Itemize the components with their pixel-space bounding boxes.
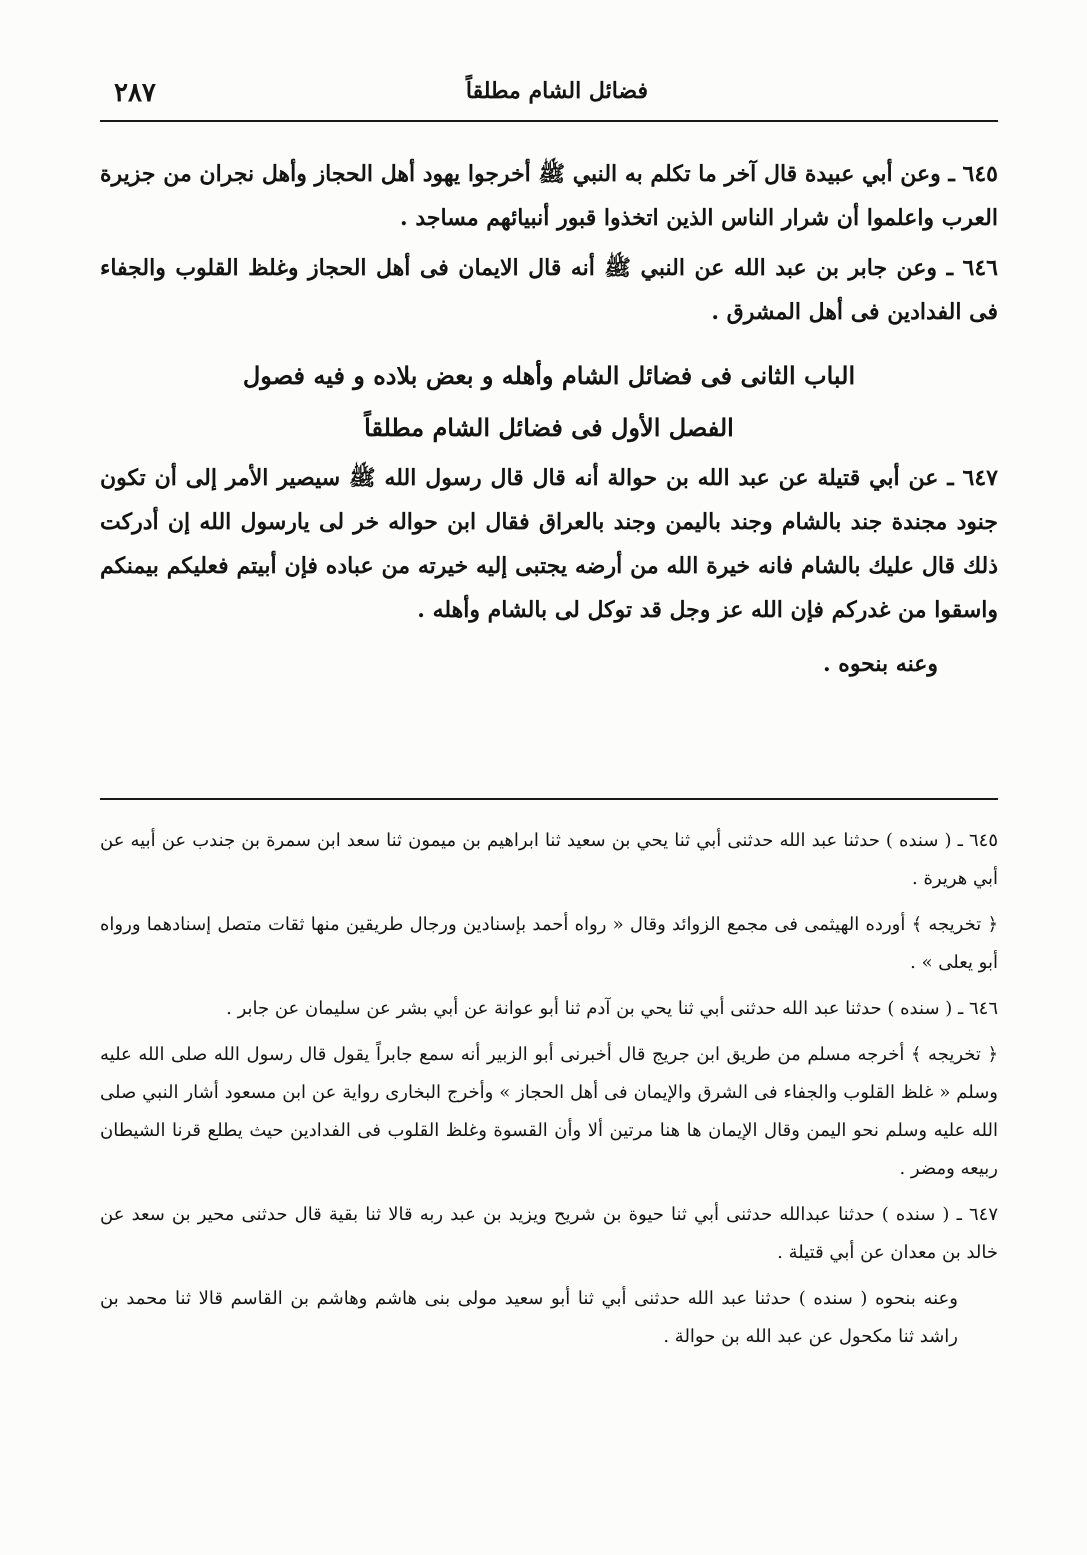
note-645-takhrij: ﴿ تخريجه ﴾ أورده الهيثمى فى مجمع الزوائد وقال « رواه أحمد بإسنادين ورجال طريقين منها ثقات متصل إسنادهما ورواه أبو يعلى » . [100,914,998,973]
running-title: فضائل الشام مطلقاً [465,78,648,104]
note-647-variant: وعنه بنحوه ( سنده ) حدثنا عبد الله حدثنى أبي ثنا أبو سعيد مولى بنى هاشم وهاشم بن القاسم قالا ثنا محمد بن راشد ثنا مكحول عن عبد الله بن حوالة . [100,1288,958,1347]
paragraph-647: ٦٤٧ ـ عن أبي قتيلة عن عبد الله بن حوالة أنه قال قال رسول الله ﷺ سيصير الأمر إلى أن تكون جنود مجندة جند بالشام وجند باليمن وجند بالعراق فقال ابن حواله خر لى يارسول الله إن أدركت ذلك قال عليك بالشام فانه خيرة الله من أرضه يجتبى إليه خيرته من عباده فإن أبيتم فعليكم بيمنكم واسقوا من غدركم فإن الله عز وجل قد توكل لى بالشام وأهله . [100,465,998,623]
paragraph-645: ٦٤٥ ـ وعن أبي عبيدة قال آخر ما تكلم به النبي ﷺ أخرجوا يهود أهل الحجاز وأهل نجران من جزيرة العرب واعلموا أن شرار الناس الذين اتخذوا قبور أنبيائهم مساجد . [100,161,998,231]
page-header [100,70,998,120]
main-text [100,152,998,686]
note-646-sanad: ٦٤٦ ـ ( سنده ) حدثنا عبد الله حدثنى أبي ثنا يحي بن آدم ثنا أبو عوانة عن أبي بشر عن سليمان عن جابر . [226,998,998,1019]
section-heading: الفصل الأول فى فضائل الشام مطلقاً [364,413,734,442]
header-rule [100,120,998,122]
paragraph-646: ٦٤٦ ـ وعن جابر بن عبد الله عن النبي ﷺ أنه قال الايمان فى أهل الحجاز وغلظ القلوب والجفاء فى الفدادين فى أهل المشرق . [100,255,998,325]
note-645-sanad: ٦٤٥ ـ ( سنده ) حدثنا عبد الله حدثنى أبي ثنا يحي بن سعيد ثنا ابراهيم بن ميمون ثنا سعد ابن سمرة بن جندب عن أبيه عن أبي هريرة . [100,830,998,889]
note-647-sanad: ٦٤٧ ـ ( سنده ) حدثنا عبدالله حدثنى أبي ثنا حيوة بن شريح ويزيد بن عبد ربه قالا ثنا بقية قال حدثنى محير بن سعد عن خالد بن معدان عن أبي قتيلة . [100,1204,998,1263]
page [100,0,998,1555]
note-646-takhrij: ﴿ تخريجه ﴾ أخرجه مسلم من طريق ابن جريج قال أخبرنى أبو الزبير أنه سمع جابراً يقول قال رسول الله صلى الله عليه وسلم « غلظ القلوب والجفاء فى الشرق والإيمان فى أهل الحجاز » وأخرج البخارى رواية عن ابن مسعود أشار النبي صلى الله عليه وسلم نحو اليمن وقال الإيمان ها هنا مرتين ألا وأن القسوة وغلظ القلوب فى الفدادين حيث يطلع قرنا الشيطان ربيعه ومضر . [100,1044,998,1179]
chapter-heading: الباب الثانى فى فضائل الشام وأهله و بعض بلاده و فيه فصول [242,361,856,390]
footnotes [100,822,998,1364]
footnote-rule [100,798,998,800]
paragraph-647-variant: وعنه بنحوه . [822,651,938,677]
page-number: ٢٨٧ [114,78,156,108]
